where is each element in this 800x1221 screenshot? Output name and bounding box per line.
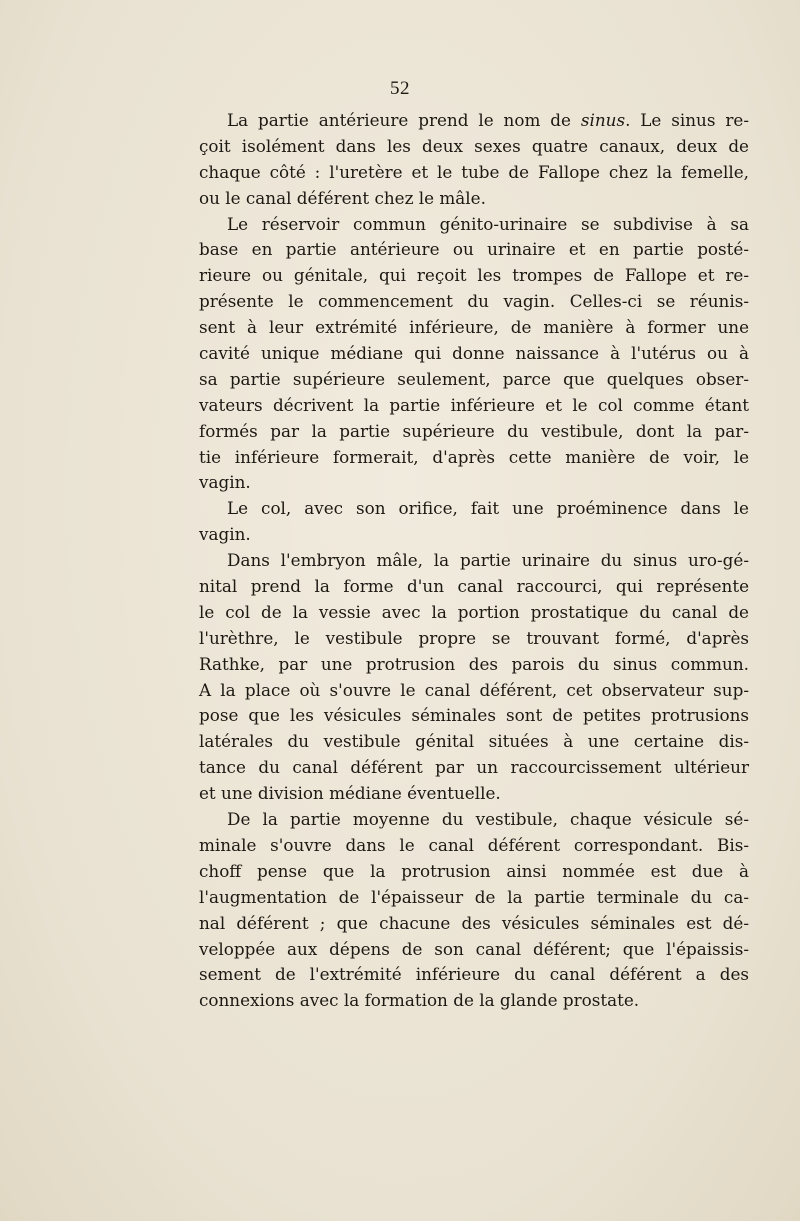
text-line: l'augmentation de l'épaisseur de la partie terminale du ca- [199, 886, 749, 907]
text-line: Dans l'embryon mâle, la partie urinaire du sinus uro-gé- [227, 550, 749, 571]
text-line: minale s'ouvre dans le canal déférent correspondant. Bis- [199, 834, 749, 855]
text-line: çoit isolément dans les deux sexes quatre canaux, deux de [199, 135, 749, 156]
page-number: 52 [390, 78, 410, 99]
text-segment: . Le sinus re- [625, 110, 749, 130]
text-line: formés par la partie supérieure du vestibule, dont la par- [199, 420, 749, 441]
text-line: veloppée aux dépens de son canal déférent; que l'épaissis- [199, 938, 749, 959]
text-line: chaque côté : l'uretère et le tube de Fallope chez la femelle, [199, 161, 749, 182]
text-line: vateurs décrivent la partie inférieure et le col comme étant [199, 394, 749, 415]
text-line: rieure ou génitale, qui reçoit les trompes de Fallope et re- [199, 265, 749, 286]
italic-term: sinus [580, 110, 626, 130]
text-line: sement de l'extrémité inférieure du canal déférent a des [199, 964, 749, 985]
text-line: et une division médiane éventuelle. [199, 783, 501, 804]
text-line: Le réservoir commun génito-urinaire se subdivise à sa [227, 213, 749, 234]
text-line: Le col, avec son orifice, fait une proéminence dans le [227, 498, 749, 519]
text-line [199, 108, 749, 134]
text-line: pose que les vésicules séminales sont de petites protrusions [199, 705, 749, 726]
text-line: nal déférent ; que chacune des vésicules séminales est dé- [199, 912, 749, 933]
text-line: nital prend la forme d'un canal raccourci, qui représente [199, 576, 749, 597]
text-line: vagin. [199, 472, 251, 493]
text-line: le col de la vessie avec la portion prostatique du canal de [199, 601, 749, 622]
text-line: connexions avec la formation de la glande prostate. [199, 990, 640, 1011]
body-text [199, 108, 749, 1014]
text-line: base en partie antérieure ou urinaire et en partie posté- [199, 239, 749, 260]
text-line: A la place où s'ouvre le canal déférent, cet observateur sup- [199, 679, 749, 700]
text-segment: La partie antérieure prend le nom de [227, 110, 581, 130]
text-line: tie inférieure formerait, d'après cette manière de voir, le [199, 446, 749, 467]
text-line: tance du canal déférent par un raccourcissement ultérieur [199, 757, 749, 778]
text-line: De la partie moyenne du vestibule, chaque vésicule sé- [227, 809, 749, 830]
text-line: ou le canal déférent chez le mâle. [199, 187, 486, 208]
text-line: cavité unique médiane qui donne naissance à l'utérus ou à [199, 343, 749, 364]
text-line: l'urèthre, le vestibule propre se trouvant formé, d'après [199, 627, 749, 648]
text-line: présente le commencement du vagin. Celles-ci se réunis- [199, 291, 749, 312]
text-line: sent à leur extrémité inférieure, de manière à former une [199, 317, 749, 338]
text-line: vagin. [199, 524, 251, 545]
text-line: sa partie supérieure seulement, parce que quelques obser- [199, 368, 749, 389]
text-line: Rathke, par une protrusion des parois du sinus commun. [199, 653, 749, 674]
text-line: latérales du vestibule génital situées à une certaine dis- [199, 731, 749, 752]
text-line: choff pense que la protrusion ainsi nommée est due à [199, 860, 749, 881]
